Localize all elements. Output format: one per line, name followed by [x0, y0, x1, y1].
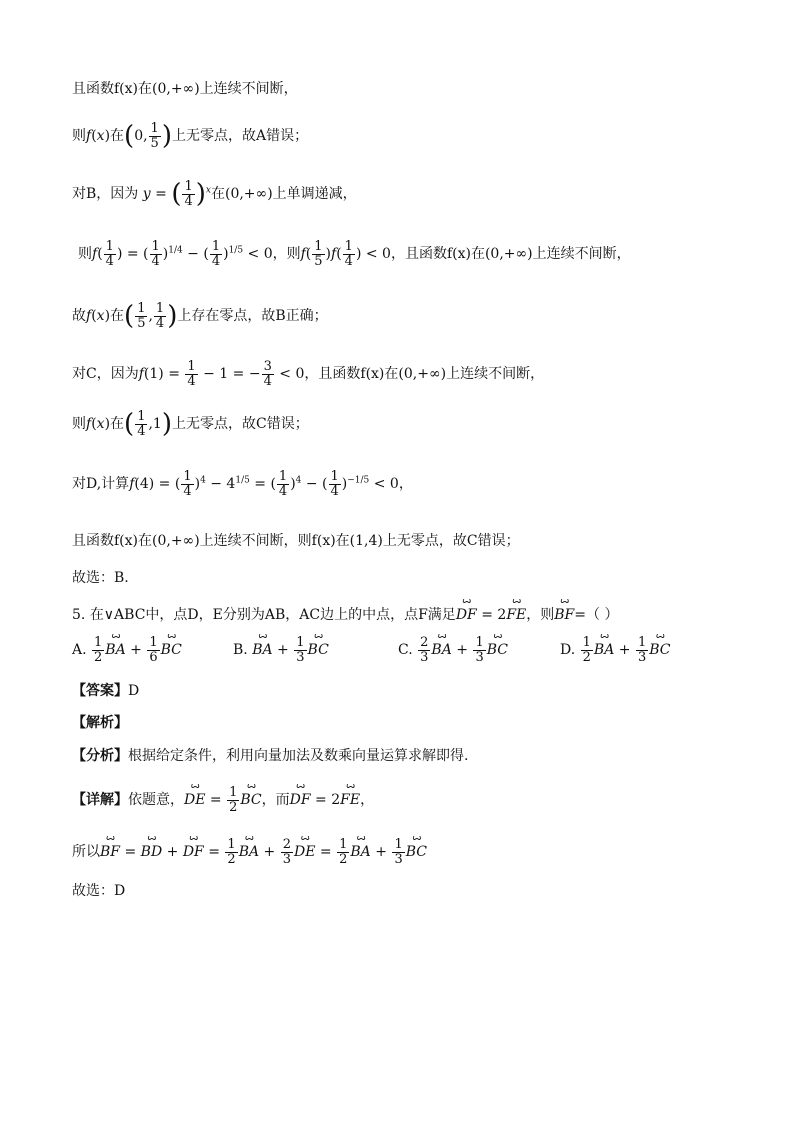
text-line-7: 则f(x)在( $\frac{1}{4}$ ,1)上无零点，故C错误； [72, 409, 309, 440]
xiangjie-text: 依题意， [128, 792, 184, 809]
line2-suffix: 上无零点，故A错误； [171, 128, 309, 145]
text-line-6: 对C，因为f(1) = $\frac{1}{4}$ − 1 = − $\frac{3}{4}$ < 0，且函数f(x)在(0,+∞)上连续不间断， [72, 359, 545, 389]
text-line-1: 且函数f(x)在(0,+∞)上连续不间断， [72, 81, 298, 97]
question-stem: 5. 在∨ABC中，点D，E分别为AB，AC边上的中点，点F满足ꙍ DF = 2ꙍ FE，则ꙍ BF=（ ） [72, 604, 618, 624]
line8-prefix: 对D,计算 [72, 476, 130, 493]
xiangjie-mid: ，而 [261, 792, 290, 809]
analysis-label: 【解析】 [72, 715, 128, 731]
text-line-9: 且函数f(x)在(0,+∞)上连续不间断，则f(x)在(1,4)上无零点，故C错误； [72, 533, 520, 549]
question-stem-b: ，则 [526, 607, 555, 623]
text-line-4: 则f( $\frac{1}{4}$ ) = ( $\frac{1}{4}$ )$^{1/4}$ − ( $\frac{1}{4}$ )$^{1/5}$ < 0，则f( $\frac{1}{5}$ )f( $\frac{1}{4}$ ) < 0，且函数f(x)在(0,+∞)上连续不间断， [78, 239, 631, 269]
option-b[interactable]: B. ꙍ BA + $\frac{1}{3}$ ꙍ BC [233, 636, 329, 664]
question-stem-c: =（ ） [574, 607, 619, 623]
question-number: 5. [72, 607, 86, 623]
line5-suffix: 上存在零点，故B正确； [177, 308, 328, 325]
suoyi-label: 所以 [72, 844, 100, 861]
text-line-5: 故f(x)在( $\frac{1}{5}$ , $\frac{1}{4}$ )上存在零点，故B正确； [72, 301, 328, 332]
option-d[interactable]: D. $\frac{1}{2}$ ꙍ BA + $\frac{1}{3}$ ꙍ BC [560, 636, 671, 664]
answer-label: 【答案】 [72, 683, 128, 699]
suoyi-line: 所以ꙍ BF = ꙍ BD + ꙍ DF = $\frac{1}{2}$ ꙍ BA + $\frac{2}{3}$ ꙍ DE = $\frac{1}{2}$ ꙍ BA + $\frac{1}{3}$ ꙍ BC [72, 838, 427, 866]
line6-suffix: ，且函数f(x)在(0,+∞)上连续不间断， [304, 366, 545, 383]
option-c[interactable]: C. $\frac{2}{3}$ ꙍ BA + $\frac{1}{3}$ ꙍ BC [398, 636, 508, 664]
text-line-3: 对B，因为 y = ( $\frac{1}{4}$ )$^x$在(0,+∞)上单调递减， [72, 179, 357, 210]
fenxi-label: 【分析】 [72, 748, 128, 764]
line6-prefix: 对C，因为 [72, 366, 139, 383]
line7-suffix: 上无零点，故C错误； [171, 416, 309, 433]
answer-value: D [128, 683, 140, 699]
option-a[interactable]: A. $\frac{1}{2}$ ꙍ BA + $\frac{1}{6}$ ꙍ BC [72, 636, 182, 664]
text-line-10: 故选：B. [72, 570, 129, 586]
final-line: 故选：D [72, 883, 126, 899]
answer-line [72, 680, 139, 700]
question-stem-a: 在∨ABC中，点D，E分别为AB，AC边上的中点，点F满足 [89, 607, 456, 623]
option-d-label: D. [560, 642, 576, 659]
option-a-label: A. [72, 642, 87, 659]
line2-prefix: 则 [72, 128, 86, 145]
analysis-heading [72, 712, 128, 732]
xiangjie-line: 【详解】依题意，ꙍ DE = $\frac{1}{2}$ ꙍ BC，而ꙍ DF = 2ꙍ FE， [72, 786, 374, 814]
xiangjie-label: 【详解】 [72, 792, 128, 809]
text-line-8: 对D,计算f(4) = ( $\frac{1}{4}$ )$^4 - 4^{1/5}$ = ( $\frac{1}{4}$ )$^4$ − ( $\frac{1}{4}$ )$^{-1/5}$ < 0， [72, 469, 413, 499]
line3-suffix: 在(0,+∞)上单调递减， [210, 186, 357, 203]
option-c-label: C. [398, 642, 413, 659]
fenxi-text: 根据给定条件，利用向量加法及数乘向量运算求解即得. [128, 748, 469, 764]
text-line-2: 则f(x)在(0, $\frac{1}{5}$ )上无零点，故A错误； [72, 121, 309, 152]
line4-suffix: ，且函数f(x)在(0,+∞)上连续不间断， [390, 246, 631, 263]
option-b-label: B. [233, 642, 248, 659]
fenxi-line [72, 745, 468, 765]
line3-prefix: 对B，因为 [72, 186, 139, 203]
